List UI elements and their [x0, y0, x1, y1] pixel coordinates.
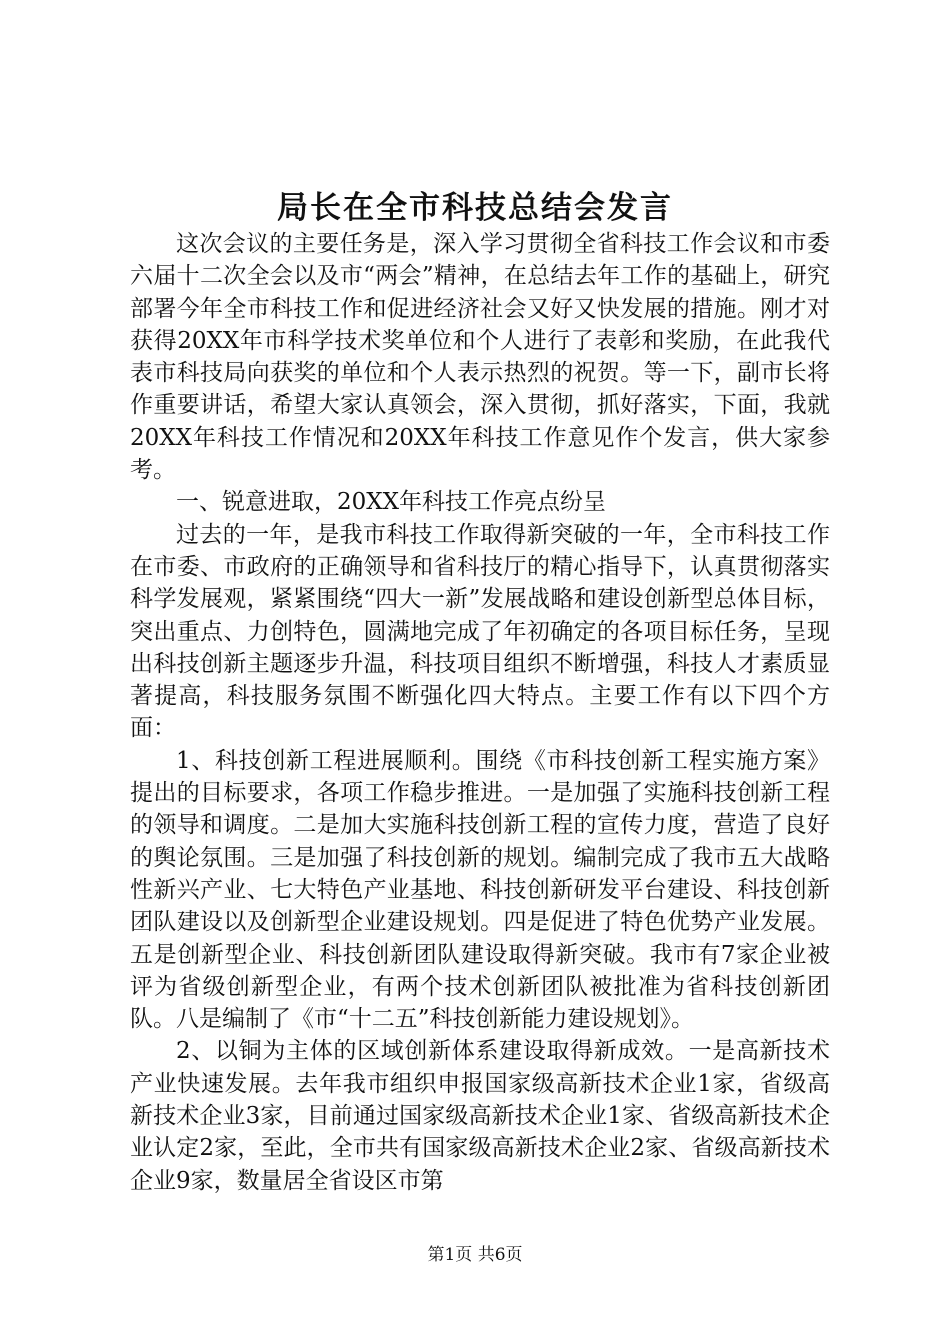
paragraph-item-1: 1、科技创新工程进展顺利。围绕《市科技创新工程实施方案》提出的目标要求，各项工作稳步推进。一是加强了实施科技创新工程的领导和调度。二是加大实施科技创新工程的宣传力度，营造了良好的舆论氛围。三是加强了科技创新的规划。编制完成了我市五大战略性新兴产业、七大特色产业基地、科技创新研发平台建设、科技创新团队建设以及创新型企业建设规划。四是促进了特色优势产业发展。五是创新型企业、科技创新团队建设取得新突破。我市有7家企业被评为省级创新型企业，有两个技术创新团队被批准为省科技创新团队。八是编制了《市“十二五”科技创新能力建设规划》。 [130, 747, 830, 1033]
paragraph-intro: 这次会议的主要任务是，深入学习贯彻全省科技工作会议和市委六届十二次全会以及市“两会”精神，在总结去年工作的基础上，研究部署今年全市科技工作和促进经济社会又好又快发展的措施。刚才对获得20XX年市科学技术奖单位和个人进行了表彰和奖励，在此我代表市科技局向获奖的单位和个人表示热烈的祝贺。等一下，副市长将作重要讲话，希望大家认真领会，深入贯彻，抓好落实，下面，我就20XX年科技工作情况和20XX年科技工作意见作个发言，供大家参考。 [130, 231, 830, 484]
document-title: 局长在全市科技总结会发言 [277, 190, 673, 226]
paragraph-review: 过去的一年，是我市科技工作取得新突破的一年，全市科技工作在市委、市政府的正确领导和省科技厅的精心指导下，认真贯彻落实科学发展观，紧紧围绕“四大一新”发展战略和建设创新型总体目标，突出重点、力创特色，圆满地完成了年初确定的各项目标任务，呈现出科技创新主题逐步升温，科技项目组织不断增强，科技人才素质显著提高，科技服务氛围不断强化四大特点。主要工作有以下四个方面： [130, 521, 830, 742]
page-number: 第1页 共6页 [427, 1245, 523, 1265]
section-heading-1: 一、锐意进取，20XX年科技工作亮点纷呈 [176, 489, 607, 516]
paragraph-item-2: 2、以铜为主体的区域创新体系建设取得新成效。一是高新技术产业快速发展。去年我市组织申报国家级高新技术企业1家，省级高新技术企业3家，目前通过国家级高新技术企业1家、省级高新技术企业认定2家，至此，全市共有国家级高新技术企业2家、省级高新技术企业9家，数量居全省设区市第 [130, 1038, 830, 1194]
document-body [130, 228, 830, 1197]
